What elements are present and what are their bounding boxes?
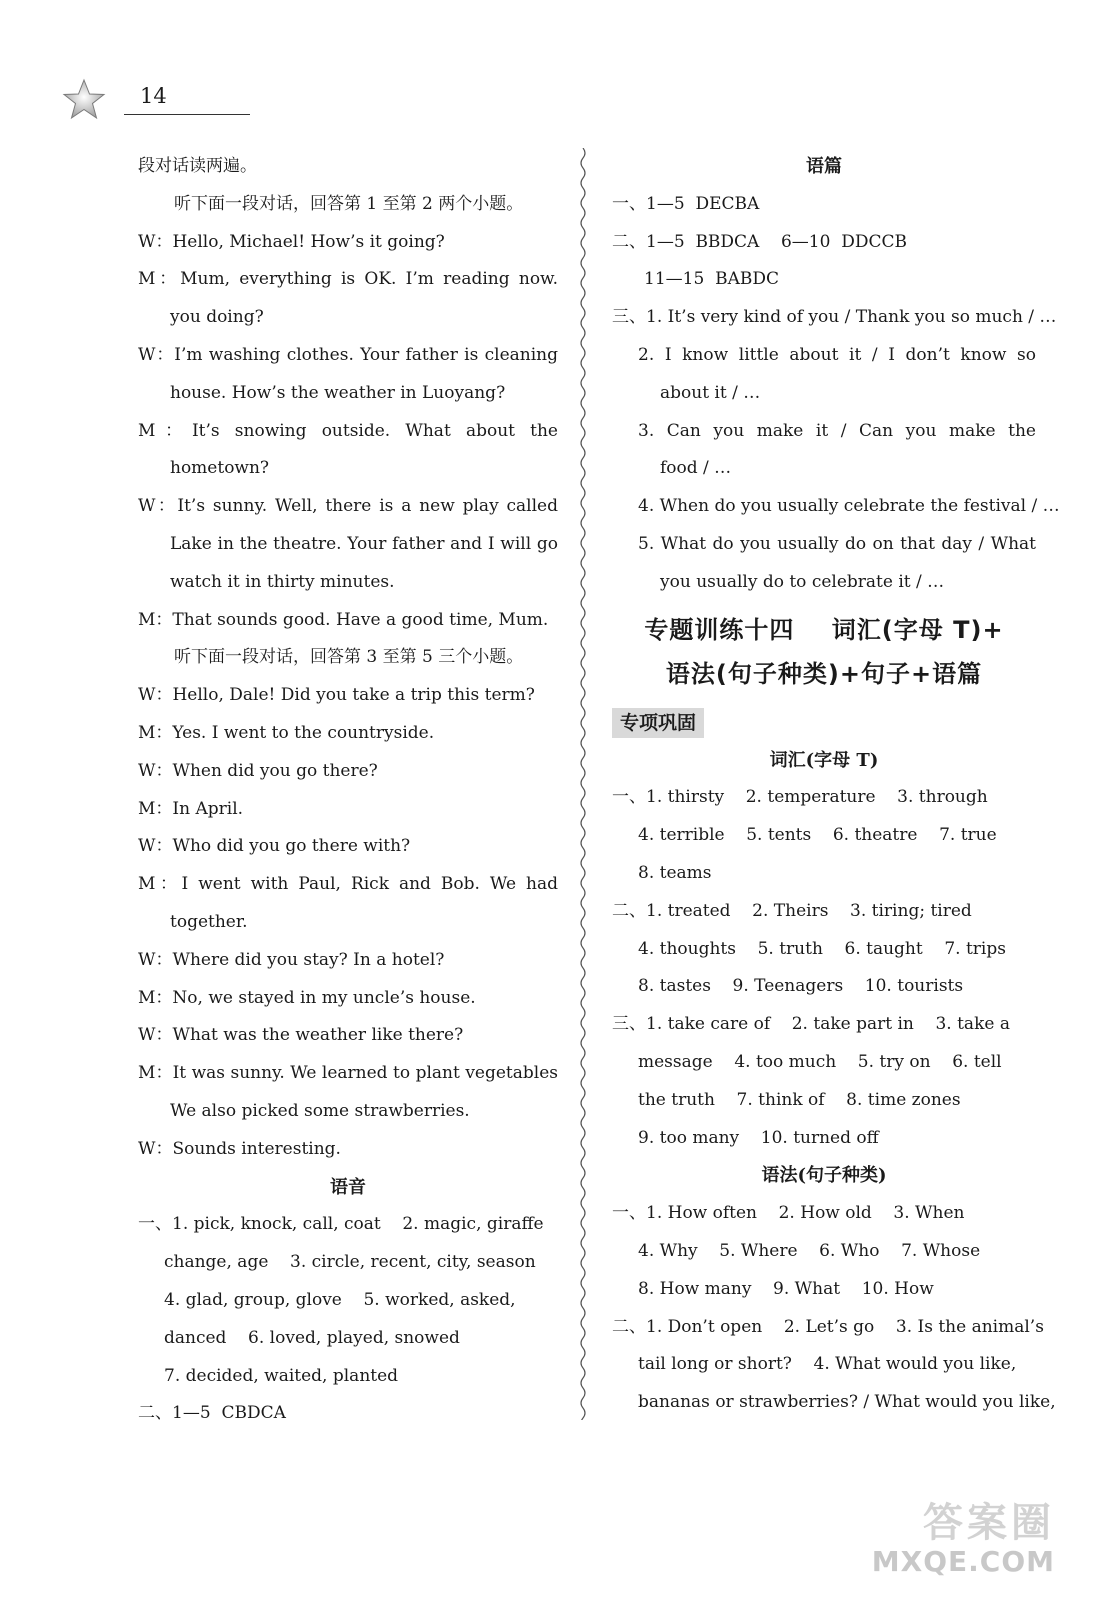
answer-line: 4. terrible 5. tents 6. theatre 7. true	[638, 825, 997, 846]
header-rule	[124, 114, 250, 115]
answer-line: 2. I know little about it / I don’t know so	[638, 344, 1036, 365]
answer-line: 二、1. Don’t open 2. Let’s go 3. Is the animal’s	[612, 1316, 1044, 1337]
dialogue-line: M：Yes. I went to the countryside.	[138, 722, 435, 743]
dialogue-line: M：That sounds good. Have a good time, Mum.	[138, 609, 549, 630]
dialogue-line: W：Sounds interesting.	[138, 1138, 341, 1159]
text-line: 听下面一段对话，回答第 3 至第 5 三个小题。	[174, 647, 524, 668]
answer-line: 一、1. How often 2. How old 3. When	[612, 1203, 965, 1224]
section-heading-vocab: 词汇(字母 T)	[769, 749, 879, 771]
dialogue-line: M：It was sunny. We learned to plant vegetables	[138, 1063, 558, 1084]
answer-line: 一、1—5 DECBA	[612, 193, 760, 214]
answer-line: bananas or strawberries? / What would you like,	[638, 1392, 1056, 1413]
dialogue-line: W：Where did you stay? In a hotel?	[138, 949, 445, 970]
right-column	[612, 148, 1060, 1422]
answer-line: 二、1. treated 2. Theirs 3. tiring; tired	[612, 900, 972, 921]
dialogue-line: W：Hello, Dale! Did you take a trip this term?	[138, 685, 535, 706]
dialogue-line: M：It’s snowing outside. What about the	[138, 420, 558, 441]
answer-line: 8. teams	[638, 862, 712, 883]
page-header	[62, 74, 192, 124]
answer-line: 二、1—5 CBDCA	[138, 1403, 286, 1424]
answer-line: 4. When do you usually celebrate the festival / …	[638, 496, 1060, 517]
watermark-url: MXQE.COM	[871, 1545, 1055, 1578]
answer-line: 一、1. thirsty 2. temperature 3. through	[612, 787, 988, 808]
answer-line: 一、1. pick, knock, call, coat 2. magic, giraffe	[138, 1214, 544, 1235]
dialogue-line: W：What was the weather like there?	[138, 1025, 464, 1046]
answer-line: 4. glad, group, glove 5. worked, asked,	[164, 1289, 516, 1310]
answer-line: 9. too many 10. turned off	[638, 1127, 879, 1148]
section-heading-phonetics: 语音	[330, 1176, 366, 1198]
answer-line: 4. Why 5. Where 6. Who 7. Whose	[638, 1240, 981, 1261]
answer-line: food / …	[660, 458, 732, 479]
star-icon	[62, 78, 106, 122]
dialogue-line: M：In April.	[138, 798, 244, 819]
dialogue-line: W：When did you go there?	[138, 760, 378, 781]
dialogue-line: We also picked some strawberries.	[170, 1100, 470, 1121]
answer-line: about it / …	[660, 382, 761, 403]
page-number: 14	[140, 84, 167, 108]
dialogue-line: M：Mum, everything is OK. I’m reading now.	[138, 269, 558, 290]
dialogue-line: Lake in the theatre. Your father and I will go	[170, 533, 558, 554]
answer-line: change, age 3. circle, recent, city, season	[164, 1252, 536, 1273]
text-line: 听下面一段对话，回答第 1 至第 2 两个小题。	[174, 193, 524, 214]
dialogue-line: together.	[170, 911, 248, 932]
dialogue-line: you doing?	[170, 307, 264, 328]
dialogue-line: watch it in thirty minutes.	[170, 571, 395, 592]
text-line: 段对话读两遍。	[138, 156, 257, 176]
answer-line: 8. tastes 9. Teenagers 10. tourists	[638, 976, 964, 997]
section-heading-passage: 语篇	[806, 156, 842, 177]
chapter-title-line-2: 语法(句子种类)+句子+语篇	[665, 659, 983, 688]
answer-line: you usually do to celebrate it / …	[660, 571, 945, 592]
dialogue-line: hometown?	[170, 458, 270, 479]
watermark-logo: 答案圈	[923, 1500, 1055, 1546]
dialogue-line: W：Hello, Michael! How’s it going?	[138, 231, 445, 252]
chapter-title-line-1: 专题训练十四 词汇(字母 T)+	[644, 615, 1004, 644]
column-divider	[576, 148, 590, 1420]
left-column	[138, 148, 558, 1433]
dialogue-line: M：I went with Paul, Rick and Bob. We had	[138, 874, 558, 895]
answer-line: 5. What do you usually do on that day / What	[638, 533, 1036, 554]
answer-line: the truth 7. think of 8. time zones	[638, 1089, 961, 1110]
answer-line: 三、1. It’s very kind of you / Thank you so much / …	[612, 307, 1057, 328]
answer-line: 二、1—5 BBDCA 6—10 DDCCB	[612, 231, 907, 252]
answer-line: danced 6. loved, played, snowed	[164, 1327, 460, 1348]
dialogue-line: W：I’m washing clothes. Your father is cleaning	[138, 344, 558, 365]
answer-line: tail long or short? 4. What would you like,	[638, 1354, 1017, 1375]
dialogue-line: W：Who did you go there with?	[138, 836, 411, 857]
answer-line: 7. decided, waited, planted	[164, 1365, 399, 1386]
answer-line: message 4. too much 5. try on 6. tell	[638, 1051, 1002, 1072]
answer-line: 11—15 BABDC	[644, 269, 779, 290]
dialogue-line: house. How’s the weather in Luoyang?	[170, 382, 506, 403]
answer-line: 三、1. take care of 2. take part in 3. take a	[612, 1014, 1010, 1035]
section-heading-grammar: 语法(句子种类)	[761, 1165, 887, 1187]
answer-line: 4. thoughts 5. truth 6. taught 7. trips	[638, 938, 1006, 959]
answer-line: 8. How many 9. What 10. How	[638, 1278, 934, 1299]
dialogue-line: W：It’s sunny. Well, there is a new play called	[138, 496, 558, 517]
answer-line: 3. Can you make it / Can you make the	[638, 420, 1036, 441]
section-label: 专项巩固	[612, 708, 704, 738]
dialogue-line: M：No, we stayed in my uncle’s house.	[138, 987, 476, 1008]
